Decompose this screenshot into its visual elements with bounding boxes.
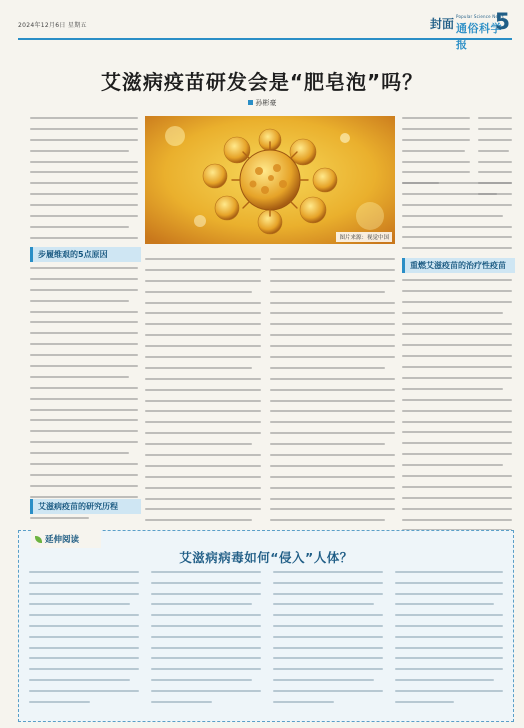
text-line xyxy=(402,117,470,119)
text-line xyxy=(402,464,503,466)
text-line xyxy=(402,453,512,455)
text-line xyxy=(402,323,512,325)
text-line xyxy=(151,668,261,670)
masthead-divider xyxy=(18,38,512,40)
text-line xyxy=(30,419,138,421)
sidebar-text xyxy=(273,571,383,711)
text-line xyxy=(270,432,395,434)
text-line xyxy=(29,603,130,605)
text-line xyxy=(402,171,470,173)
text-line xyxy=(30,517,89,519)
text-line xyxy=(402,344,512,346)
text-line xyxy=(29,625,139,627)
text-line xyxy=(273,593,383,595)
text-line xyxy=(151,593,261,595)
text-line xyxy=(30,485,138,487)
text-line xyxy=(402,399,512,401)
text-line xyxy=(395,571,503,573)
text-line xyxy=(30,171,138,173)
text-line xyxy=(29,647,139,649)
text-line xyxy=(270,280,395,282)
subhead-therapeutic xyxy=(402,258,515,273)
author-name: 孙彬豪 xyxy=(255,99,277,107)
text-line xyxy=(30,430,138,432)
text-line xyxy=(402,497,512,499)
text-line xyxy=(270,443,385,445)
text-line xyxy=(402,161,470,163)
text-line xyxy=(402,290,512,292)
sidebar-text xyxy=(395,571,503,711)
body-text xyxy=(402,182,512,269)
text-line xyxy=(395,701,454,703)
text-line xyxy=(273,636,383,638)
text-line xyxy=(402,139,470,141)
brand-english: Popular Science News xyxy=(456,14,504,19)
text-line xyxy=(270,498,395,500)
text-line xyxy=(270,400,395,402)
text-line xyxy=(30,311,138,313)
text-line xyxy=(270,302,395,304)
leaf-icon xyxy=(35,536,42,543)
text-line xyxy=(30,474,138,476)
body-text xyxy=(270,258,395,574)
text-line xyxy=(402,508,512,510)
text-line xyxy=(402,150,465,152)
text-line xyxy=(402,442,512,444)
text-line xyxy=(145,508,261,510)
text-line xyxy=(402,410,512,412)
text-line xyxy=(273,603,374,605)
text-line xyxy=(151,614,261,616)
text-line xyxy=(270,367,385,369)
text-line xyxy=(30,496,138,498)
text-line xyxy=(29,571,139,573)
text-line xyxy=(145,487,261,489)
text-line xyxy=(270,269,395,271)
text-line xyxy=(270,356,395,358)
text-line xyxy=(151,679,252,681)
text-line xyxy=(478,128,512,130)
text-line xyxy=(402,215,503,217)
text-line xyxy=(402,312,503,314)
text-line xyxy=(151,571,261,573)
text-line xyxy=(270,323,395,325)
text-line xyxy=(30,300,129,302)
text-line xyxy=(273,701,334,703)
text-line xyxy=(478,139,512,141)
text-line xyxy=(402,193,512,195)
text-line xyxy=(30,204,138,206)
text-line xyxy=(270,519,385,521)
text-line xyxy=(145,432,261,434)
text-line xyxy=(402,421,512,423)
text-line xyxy=(402,182,512,184)
text-line xyxy=(145,312,261,314)
text-line xyxy=(478,150,509,152)
text-line xyxy=(402,204,512,206)
text-line xyxy=(270,334,395,336)
text-line xyxy=(30,321,138,323)
text-line xyxy=(402,519,512,521)
text-line xyxy=(395,679,494,681)
text-line xyxy=(145,323,261,325)
text-line xyxy=(145,378,261,380)
text-line xyxy=(395,647,503,649)
text-line xyxy=(145,443,252,445)
text-line xyxy=(145,465,261,467)
text-line xyxy=(402,247,512,249)
text-line xyxy=(30,161,138,163)
text-line xyxy=(270,291,385,293)
text-line xyxy=(145,367,252,369)
text-line xyxy=(30,237,138,239)
body-text xyxy=(145,258,261,574)
sidebar-text xyxy=(151,571,261,711)
text-line xyxy=(145,258,261,260)
text-line xyxy=(402,128,470,130)
body-text xyxy=(30,117,138,259)
text-line xyxy=(29,593,139,595)
text-line xyxy=(395,593,503,595)
text-line xyxy=(29,582,139,584)
text-line xyxy=(30,409,138,411)
text-line xyxy=(145,454,261,456)
text-line xyxy=(30,387,138,389)
text-line xyxy=(145,280,261,282)
text-line xyxy=(402,301,512,303)
text-line xyxy=(29,636,139,638)
subhead-obstacles xyxy=(30,247,141,262)
page-number: 5 xyxy=(494,10,510,35)
virus-illustration xyxy=(145,116,395,244)
text-line xyxy=(145,345,261,347)
text-line xyxy=(151,690,261,692)
text-line xyxy=(273,625,383,627)
text-line xyxy=(395,625,503,627)
text-line xyxy=(30,182,138,184)
text-line xyxy=(478,117,512,119)
text-line xyxy=(478,161,512,163)
text-line xyxy=(29,614,139,616)
text-line xyxy=(395,690,503,692)
text-line xyxy=(145,421,261,423)
text-line xyxy=(270,508,395,510)
text-line xyxy=(273,690,383,692)
text-line xyxy=(29,668,139,670)
text-line xyxy=(145,291,252,293)
text-line xyxy=(30,278,138,280)
text-line xyxy=(395,603,494,605)
text-line xyxy=(30,193,138,195)
text-line xyxy=(273,679,374,681)
text-line xyxy=(478,171,512,173)
text-line xyxy=(270,487,395,489)
article-headline: 艾滋病疫苗研发会是“肥皂泡”吗？ xyxy=(100,70,424,94)
text-line xyxy=(270,476,395,478)
section-name: 封面 xyxy=(430,17,455,31)
byline-marker-icon xyxy=(248,100,253,105)
text-line xyxy=(402,431,512,433)
text-line xyxy=(29,679,130,681)
text-line xyxy=(30,398,138,400)
text-line xyxy=(273,582,383,584)
text-line xyxy=(402,236,512,238)
text-line xyxy=(402,388,503,390)
text-line xyxy=(402,355,512,357)
text-line xyxy=(145,498,261,500)
text-line xyxy=(402,475,512,477)
text-line xyxy=(30,150,129,152)
text-line xyxy=(395,657,503,659)
text-line xyxy=(30,289,138,291)
text-line xyxy=(270,410,395,412)
text-line xyxy=(270,345,395,347)
sidebar-box xyxy=(18,530,514,722)
text-line xyxy=(395,668,503,670)
text-line xyxy=(395,614,503,616)
text-line xyxy=(273,647,383,649)
subhead-obstacles-label: 步履维艰的5点原因 xyxy=(38,250,108,259)
masthead xyxy=(18,10,512,51)
text-line xyxy=(145,356,261,358)
text-line xyxy=(145,410,261,412)
text-line xyxy=(402,333,512,335)
text-line xyxy=(30,332,138,334)
sidebar-tab xyxy=(31,530,101,548)
text-line xyxy=(145,269,261,271)
text-line xyxy=(145,476,261,478)
text-line xyxy=(29,657,139,659)
text-line xyxy=(30,226,129,228)
text-line xyxy=(151,636,261,638)
subhead-history xyxy=(30,499,141,514)
text-line xyxy=(29,690,139,692)
text-line xyxy=(151,603,252,605)
text-line xyxy=(395,636,503,638)
text-line xyxy=(30,267,138,269)
text-line xyxy=(273,571,383,573)
text-line xyxy=(30,117,138,119)
text-line xyxy=(151,582,261,584)
text-line xyxy=(145,400,261,402)
text-line xyxy=(270,312,395,314)
text-line xyxy=(402,226,512,228)
article-photo xyxy=(145,116,395,244)
text-line xyxy=(273,657,383,659)
text-line xyxy=(145,334,261,336)
issue-date: 2024年12月6日 星期五 xyxy=(18,22,87,29)
text-line xyxy=(151,625,261,627)
text-line xyxy=(273,614,383,616)
text-line xyxy=(30,441,138,443)
byline xyxy=(0,98,524,108)
text-line xyxy=(270,421,395,423)
text-line xyxy=(270,389,395,391)
text-line xyxy=(29,701,90,703)
sidebar-tab-label: 延伸阅读 xyxy=(45,535,80,545)
text-line xyxy=(270,465,395,467)
text-line xyxy=(30,128,138,130)
text-line xyxy=(402,366,512,368)
subhead-therapeutic-label: 重燃艾滋疫苗的治疗性疫苗 xyxy=(410,261,506,270)
body-text xyxy=(30,267,138,528)
brand-chinese: 通俗科学报 xyxy=(456,22,502,51)
text-line xyxy=(30,139,138,141)
text-line xyxy=(395,582,503,584)
text-line xyxy=(30,343,138,345)
text-line xyxy=(270,454,395,456)
text-line xyxy=(151,657,261,659)
text-line xyxy=(145,389,261,391)
sidebar-title: 艾滋病病毒如何“侵入”人体？ xyxy=(179,550,353,565)
text-line xyxy=(151,647,261,649)
text-line xyxy=(402,377,512,379)
text-line xyxy=(402,486,512,488)
text-line xyxy=(30,215,138,217)
text-line xyxy=(145,519,252,521)
text-line xyxy=(30,365,138,367)
text-line xyxy=(273,668,383,670)
subhead-history-label: 艾滋病疫苗的研究历程 xyxy=(38,502,118,511)
text-line xyxy=(30,463,138,465)
text-line xyxy=(145,302,261,304)
text-line xyxy=(30,376,129,378)
text-line xyxy=(402,279,512,281)
text-line xyxy=(30,452,129,454)
text-line xyxy=(30,354,138,356)
sidebar-text xyxy=(29,571,139,711)
text-line xyxy=(270,378,395,380)
text-line xyxy=(151,701,212,703)
photo-credit: 图片来源：视觉中国 xyxy=(336,232,392,242)
text-line xyxy=(270,258,395,260)
